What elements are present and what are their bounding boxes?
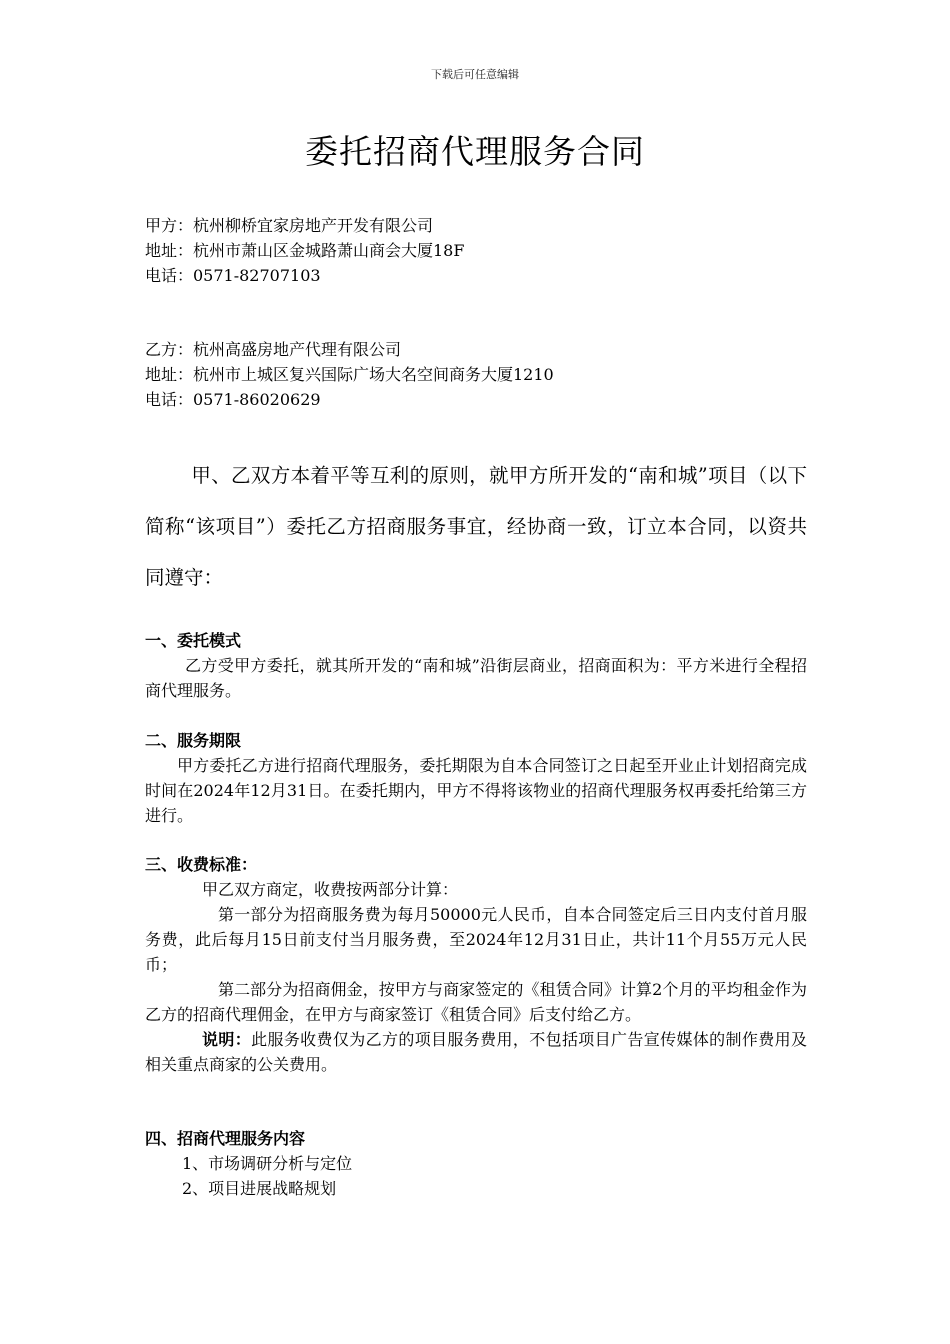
section-service-content [145,1126,807,1201]
section-1-title: 一、委托模式 [145,631,242,650]
section-3-para-1: 甲乙双方商定，收费按两部分计算： [202,880,459,899]
party-a-name: 甲方：杭州柳桥宜家房地产开发有限公司 [145,216,434,235]
party-a-block [145,213,807,288]
party-a-phone: 电话：0571-82707103 [145,266,321,285]
list-item: 1、市场调研分析与定位 [182,1154,353,1173]
note-label: 说明： [202,1030,252,1049]
section-3-para-2: 第一部分为招商服务费为每月50000元人民币，自本合同签定后三日内支付首月服务费，此后每月15日前支付当月服务费，至2024年12月31日止，共计11个月55万元人民币； [145,905,807,974]
section-service-period [145,728,807,828]
section-1-para: 乙方受甲方委托，就其所开发的“南和城”沿街层商业，招商面积为：平方米进行全程招商代理服务。 [145,656,807,700]
party-b-address: 地址：杭州市上城区复兴国际广场大名空间商务大厦1210 [145,365,554,384]
header-note: 下载后可任意编辑 [431,68,519,81]
section-4-title: 四、招商代理服务内容 [145,1129,306,1148]
party-b-name: 乙方：杭州高盛房地产代理有限公司 [145,340,402,359]
intro-paragraph [145,450,807,603]
section-3-title: 三、收费标准： [145,855,258,874]
section-2-title: 二、服务期限 [145,731,242,750]
party-b-block [145,337,807,412]
party-a-address: 地址：杭州市萧山区金城路萧山商会大厦18F [145,241,465,260]
party-b-phone: 电话：0571-86020629 [145,390,321,409]
section-3-note [145,1027,807,1077]
section-entrustment-mode [145,628,807,703]
section-fee-standard [145,852,807,1077]
section-2-para: 甲方委托乙方进行招商代理服务，委托期限为自本合同签订之日起至开业止计划招商完成时间在2024年12月31日。在委托期内，甲方不得将该物业的招商代理服务权再委托给第三方进行。 [145,756,807,825]
list-item: 2、项目进展战略规划 [182,1179,337,1198]
intro-text: 甲、乙双方本着平等互利的原则，就甲方所开发的“南和城”项目（以下简称“该项目”）委托乙方招商服务事宜，经协商一致，订立本合同，以资共同遵守： [145,464,807,589]
document-title: 委托招商代理服务合同 [305,132,645,171]
note-text: 此服务收费仅为乙方的项目服务费用，不包括项目广告宣传媒体的制作费用及相关重点商家的公关费用。 [145,1030,807,1074]
section-3-para-3: 第二部分为招商佣金，按甲方与商家签定的《租赁合同》计算2个月的平均租金作为乙方的招商代理佣金，在甲方与商家签订《租赁合同》后支付给乙方。 [145,980,807,1024]
